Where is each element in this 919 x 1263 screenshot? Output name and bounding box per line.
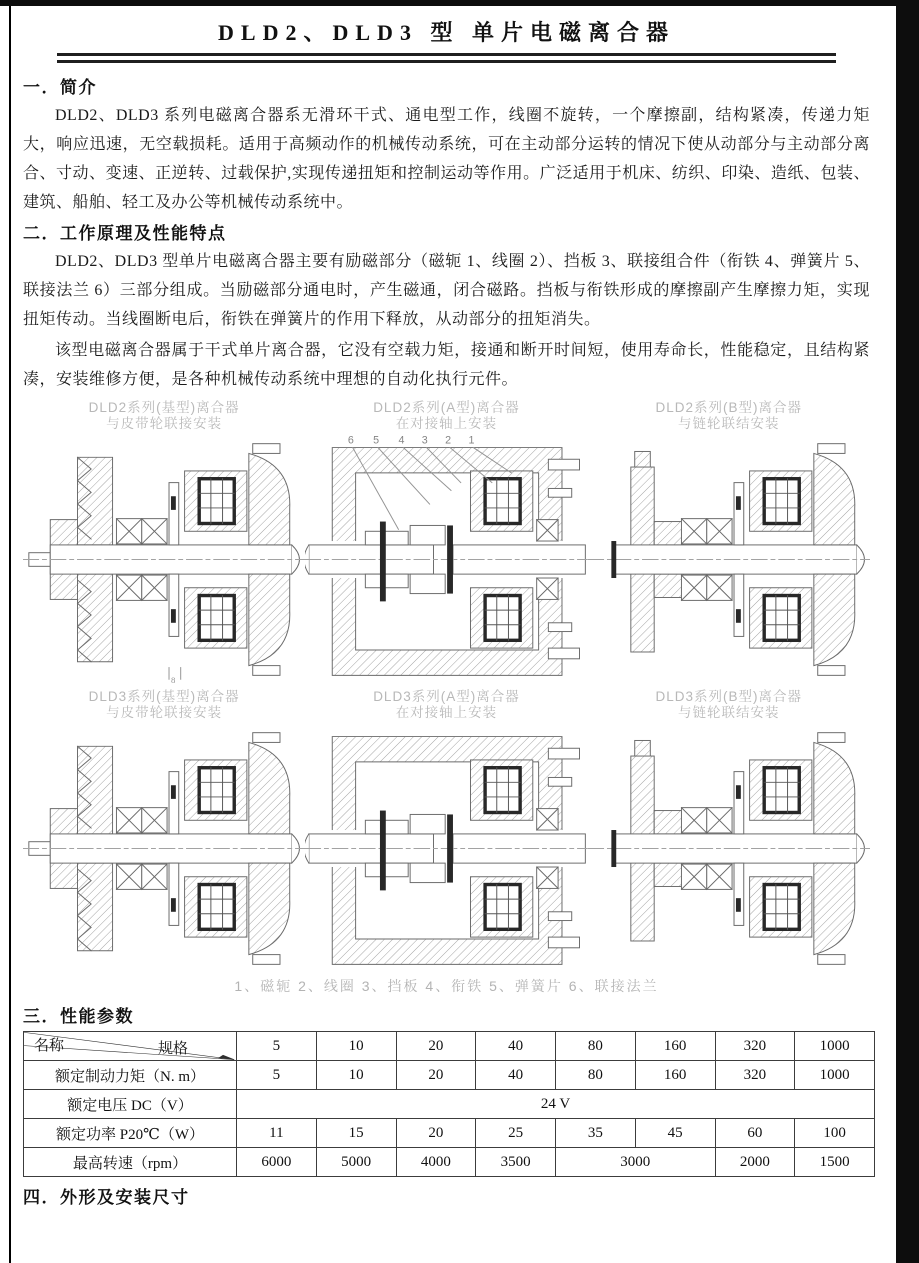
document-page: [9, 6, 896, 1263]
table-cell: 2000: [715, 1148, 795, 1177]
table-cell: 24 V: [237, 1090, 875, 1119]
table-cell: 160: [635, 1061, 715, 1090]
clutch-cross-section-svg: [588, 432, 870, 687]
clutch-figure-dld2-base: [23, 398, 305, 687]
section-4-heading: 四．外形及安装尺寸: [23, 1188, 190, 1208]
table-cell: 3000: [556, 1148, 716, 1177]
table-cell: 3500: [476, 1148, 556, 1177]
clutch-diagram-dld2-a: [305, 432, 587, 687]
section-3-heading: 三．性能参数: [23, 1007, 134, 1027]
table-cell: 15: [316, 1119, 396, 1148]
table-cell: 11: [237, 1119, 317, 1148]
params-table-body: [24, 1032, 875, 1177]
spec-column-header: 320: [715, 1032, 795, 1061]
figure-caption: [588, 398, 870, 432]
figure-caption: [23, 398, 305, 432]
spec-column-header: 5: [237, 1032, 317, 1061]
clutch-cross-section-svg: [305, 432, 587, 687]
clutch-cross-section-svg: [23, 432, 305, 687]
row-label: 额定电压 DC（V）: [24, 1090, 237, 1119]
caption-line-2: 在对接轴上安装: [395, 416, 498, 431]
table-cell: 1500: [795, 1148, 875, 1177]
table-cell: 100: [795, 1119, 875, 1148]
principle-paragraph-2: 该型电磁离合器属于干式单片离合器，它没有空载力矩，接通和断开时间短，使用寿命长，性能稳定，且结构紧凑，安装维修方便，是各种机械传动系统中理想的自动化执行元件。: [23, 342, 870, 388]
clutch-diagram-dld3-a: [305, 721, 587, 976]
table-row: [24, 1090, 875, 1119]
caption-line-2: 在对接轴上安装: [395, 705, 498, 721]
table-cell: 45: [635, 1119, 715, 1148]
table-cell: 5000: [316, 1148, 396, 1177]
caption-line-1: DLD2系列(B型)离合器: [655, 400, 802, 415]
figure-caption: [588, 687, 870, 721]
clutch-cross-section-svg: [305, 721, 587, 976]
doc-title: DLD2、DLD3 型 单片电磁离合器: [218, 20, 675, 45]
svg-text:2: 2: [445, 434, 452, 447]
figure-row-dld2: [23, 398, 870, 687]
clutch-figure-dld3-base: [23, 687, 305, 976]
table-cell: 20: [396, 1119, 476, 1148]
figure-parts-caption: 1、磁轭 2、线圈 3、挡板 4、衔铁 5、弹簧片 6、联接法兰: [234, 978, 659, 995]
svg-text:3: 3: [422, 434, 429, 447]
principle-paragraph-1: DLD2、DLD3 型单片电磁离合器主要有励磁部分（磁轭 1、线圈 2）、挡板 3、联接组合件（衔铁 4、弹簧片 5、联接法兰 6）三部分组成。当励磁部分通电时，产生磁通，闭合磁路。挡板与衔铁形成的摩擦副产生摩擦力矩，实现扭矩传动。当线圈断电后，衔铁在弹簧片的作用下释放，从动部分的扭矩消失。: [23, 253, 870, 328]
row-label: 额定功率 P20℃（W）: [24, 1119, 237, 1148]
spec-column-header: 40: [476, 1032, 556, 1061]
table-row: [24, 1119, 875, 1148]
spec-column-header: 80: [556, 1032, 636, 1061]
corner-label-spec: 规格: [157, 1041, 188, 1058]
table-cell: 4000: [396, 1148, 476, 1177]
caption-line-1: DLD2系列(A型)离合器: [373, 400, 520, 415]
table-cell: 40: [476, 1061, 556, 1090]
table-header-row: [24, 1032, 875, 1061]
caption-line-1: DLD2系列(基型)离合器: [88, 400, 240, 415]
clutch-diagram-dld3-b: [588, 721, 870, 976]
clutch-diagram-dld2-b: [588, 432, 870, 687]
table-cell: 80: [556, 1061, 636, 1090]
clutch-figure-dld2-a: [305, 398, 587, 687]
corner-label-name: 名称: [34, 1038, 65, 1055]
svg-text:8: 8: [170, 675, 176, 686]
spec-column-header: 10: [316, 1032, 396, 1061]
clutch-figure-dld3-a: [305, 687, 587, 976]
clutch-cross-section-svg: [588, 721, 870, 976]
row-label: 最高转速（rpm）: [24, 1148, 237, 1177]
caption-line-2: 与皮带轮联接安装: [106, 416, 223, 431]
table-cell: 1000: [795, 1061, 875, 1090]
performance-table: [23, 1031, 875, 1177]
caption-line-1: DLD3系列(基型)离合器: [88, 689, 240, 705]
table-row: [24, 1148, 875, 1177]
intro-paragraph: DLD2、DLD3 系列电磁离合器系无滑环干式、通电型工作，线圈不旋转，一个摩擦副，结构紧凑，传递力矩大，响应迅速，无空载损耗。适用于高频动作的机械传动系统，可在主动部分运转的情况下使从动部分与主动部分离合、寸动、变速、正逆转、过载保护,实现传递扭矩和控制运动等作用。广泛适用于机床、纺织、印染、造纸、包装、建筑、船舶、轻工及办公等机械传动系统中。: [23, 107, 870, 211]
figure-caption: [305, 687, 587, 721]
table-row: [24, 1061, 875, 1090]
svg-text:4: 4: [398, 434, 405, 447]
scan-edge-right: [896, 0, 919, 1263]
svg-text:6: 6: [348, 434, 355, 447]
clutch-diagram-dld3-base: [23, 721, 305, 976]
section-2-heading: 二．工作原理及性能特点: [23, 224, 227, 243]
row-label: 额定制动力矩（N. m）: [24, 1061, 237, 1090]
caption-line-2: 与皮带轮联接安装: [106, 705, 223, 721]
spec-column-header: 20: [396, 1032, 476, 1061]
table-cell: 320: [715, 1061, 795, 1090]
figure-caption: [305, 398, 587, 432]
table-cell: 25: [476, 1119, 556, 1148]
caption-line-2: 与链轮联结安装: [677, 416, 780, 431]
figure-grid: [23, 398, 870, 976]
spec-column-header: 1000: [795, 1032, 875, 1061]
diagonal-header-cell: [24, 1032, 237, 1061]
table-cell: 35: [556, 1119, 636, 1148]
svg-text:5: 5: [373, 434, 380, 447]
title-rule: [57, 53, 836, 63]
table-cell: 6000: [237, 1148, 317, 1177]
section-1-heading: 一．简介: [23, 78, 97, 97]
table-cell: 60: [715, 1119, 795, 1148]
spec-column-header: 160: [635, 1032, 715, 1061]
caption-line-2: 与链轮联结安装: [677, 705, 780, 721]
table-cell: 10: [316, 1061, 396, 1090]
table-cell: 5: [237, 1061, 317, 1090]
figure-row-dld3: [23, 687, 870, 976]
clutch-figure-dld3-b: [588, 687, 870, 976]
table-cell: 20: [396, 1061, 476, 1090]
clutch-figure-dld2-b: [588, 398, 870, 687]
figure-caption: [23, 687, 305, 721]
clutch-diagram-dld2-base: [23, 432, 305, 687]
clutch-cross-section-svg: [23, 721, 305, 976]
caption-line-1: DLD3系列(B型)离合器: [655, 689, 802, 705]
caption-line-1: DLD3系列(A型)离合器: [373, 689, 520, 705]
svg-text:1: 1: [468, 434, 475, 447]
